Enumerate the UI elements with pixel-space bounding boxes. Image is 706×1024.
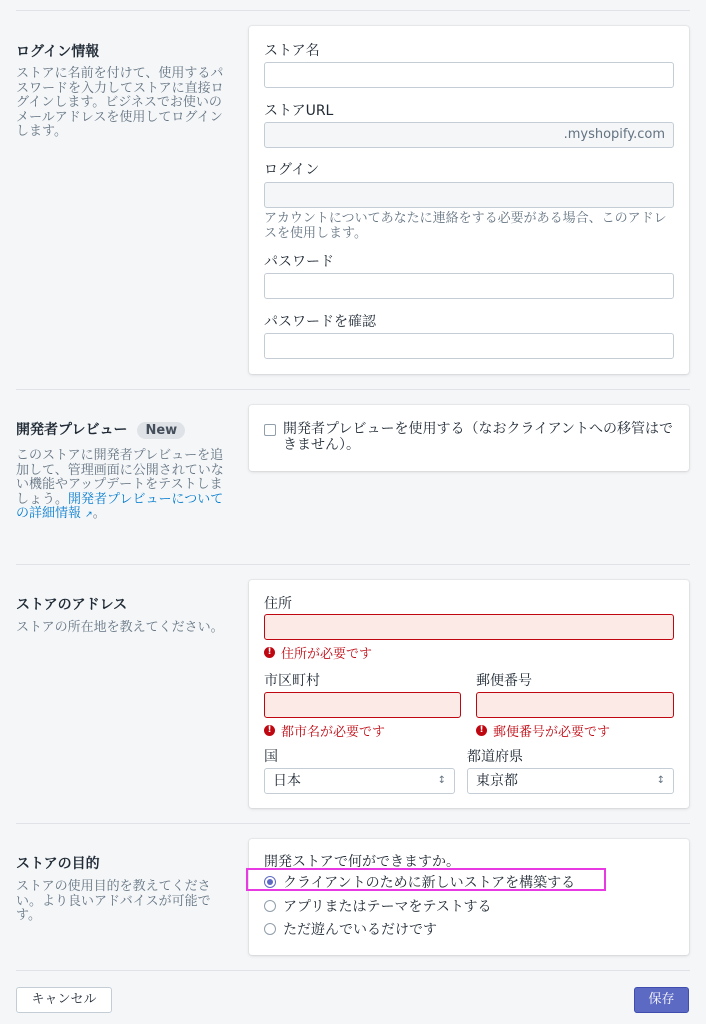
- purpose-option-2-label: アプリまたはテーマをテストする: [283, 899, 492, 915]
- radio-icon[interactable]: [264, 900, 276, 912]
- new-badge: New: [137, 422, 185, 439]
- street-error-text: 住所が必要です: [281, 647, 373, 662]
- top-divider: [16, 10, 690, 11]
- purpose-option-3-label: ただ遊んでいるだけです: [283, 922, 437, 938]
- divider-1: [16, 389, 690, 390]
- login-section-description: ストアに名前を付けて、使用するパスワードを入力してストアに直接ログインします。ビジネスでお使いのメールアドレスを使用してログインします。: [16, 66, 224, 139]
- zip-label: 郵便番号: [476, 673, 532, 689]
- zip-error-text: 郵便番号が必要です: [493, 725, 611, 740]
- store-url-input[interactable]: [264, 122, 674, 148]
- zip-error: [476, 721, 610, 740]
- street-error: [264, 643, 372, 662]
- select-arrows-icon: ↕: [656, 775, 665, 786]
- highlight-annotation: [246, 868, 606, 891]
- confirm-password-input[interactable]: [264, 333, 674, 359]
- divider-2: [16, 564, 690, 565]
- address-section-title: ストアのアドレス: [16, 597, 128, 613]
- login-help-text: アカウントについてあなたに連絡をする必要がある場合、このアドレスを使用します。: [264, 211, 667, 241]
- error-icon: !: [264, 647, 275, 658]
- prefecture-select-value: 東京都: [476, 773, 518, 789]
- purpose-question: 開発ストアで何ができますか。: [264, 854, 460, 870]
- country-select-value: 日本: [273, 773, 301, 789]
- purpose-option-1-label: クライアントのために新しいストアを構築する: [283, 875, 576, 891]
- dev-preview-title: [16, 419, 185, 439]
- cancel-button[interactable]: キャンセル: [16, 987, 112, 1013]
- prefecture-label: 都道府県: [467, 749, 523, 765]
- divider-4: [16, 970, 690, 971]
- dev-preview-checkbox[interactable]: [264, 424, 276, 436]
- external-link-icon: ↗: [85, 510, 93, 520]
- store-url-label: ストアURL: [264, 103, 334, 119]
- save-button[interactable]: 保存: [634, 987, 689, 1013]
- dev-preview-checkbox-row[interactable]: [264, 421, 674, 453]
- dev-preview-checkbox-label: 開発者プレビューを使用する（なおクライアントへの移管はできません）。: [283, 421, 674, 453]
- divider-3: [16, 823, 690, 824]
- error-icon: !: [476, 725, 487, 736]
- store-name-input[interactable]: [264, 62, 674, 88]
- purpose-section-description: ストアの使用目的を教えてください。より良いアドバイスが可能です。: [16, 879, 211, 923]
- password-label: パスワード: [264, 254, 334, 270]
- dev-preview-description: [16, 449, 228, 523]
- store-name-label: ストア名: [264, 43, 320, 59]
- city-error-text: 都市名が必要です: [281, 725, 386, 740]
- login-input[interactable]: [264, 182, 674, 208]
- radio-icon[interactable]: [264, 923, 276, 935]
- purpose-section-title: ストアの目的: [16, 856, 100, 872]
- password-input[interactable]: [264, 273, 674, 299]
- confirm-password-label: パスワードを確認: [264, 314, 376, 330]
- city-error: [264, 721, 385, 740]
- zip-input[interactable]: [476, 692, 674, 718]
- dev-preview-desc-end: 。: [92, 506, 106, 521]
- login-section-title: ログイン情報: [16, 44, 100, 60]
- city-label: 市区町村: [264, 673, 320, 689]
- street-label: 住所: [264, 596, 292, 612]
- prefecture-select[interactable]: [467, 768, 674, 794]
- dev-preview-link-text: 開発者プレビューについての詳細情報: [16, 491, 224, 521]
- select-arrows-icon: ↕: [437, 775, 446, 786]
- purpose-option-2[interactable]: [264, 896, 491, 916]
- street-input[interactable]: [264, 614, 674, 640]
- login-label: ログイン: [264, 162, 320, 178]
- error-icon: !: [264, 725, 275, 736]
- country-label: 国: [264, 749, 278, 765]
- dev-preview-title-text: 開発者プレビュー: [16, 422, 128, 438]
- purpose-option-3[interactable]: [264, 919, 437, 939]
- store-url-suffix: .myshopify.com: [563, 127, 665, 142]
- country-select[interactable]: [264, 768, 455, 794]
- address-section-description: ストアの所在地を教えてください。: [16, 620, 224, 635]
- dev-preview-desc-text: このストアに開発者プレビューを追加して、管理画面に公開されていない機能やアップデートをテストしましょう。: [16, 448, 224, 507]
- city-input[interactable]: [264, 692, 461, 718]
